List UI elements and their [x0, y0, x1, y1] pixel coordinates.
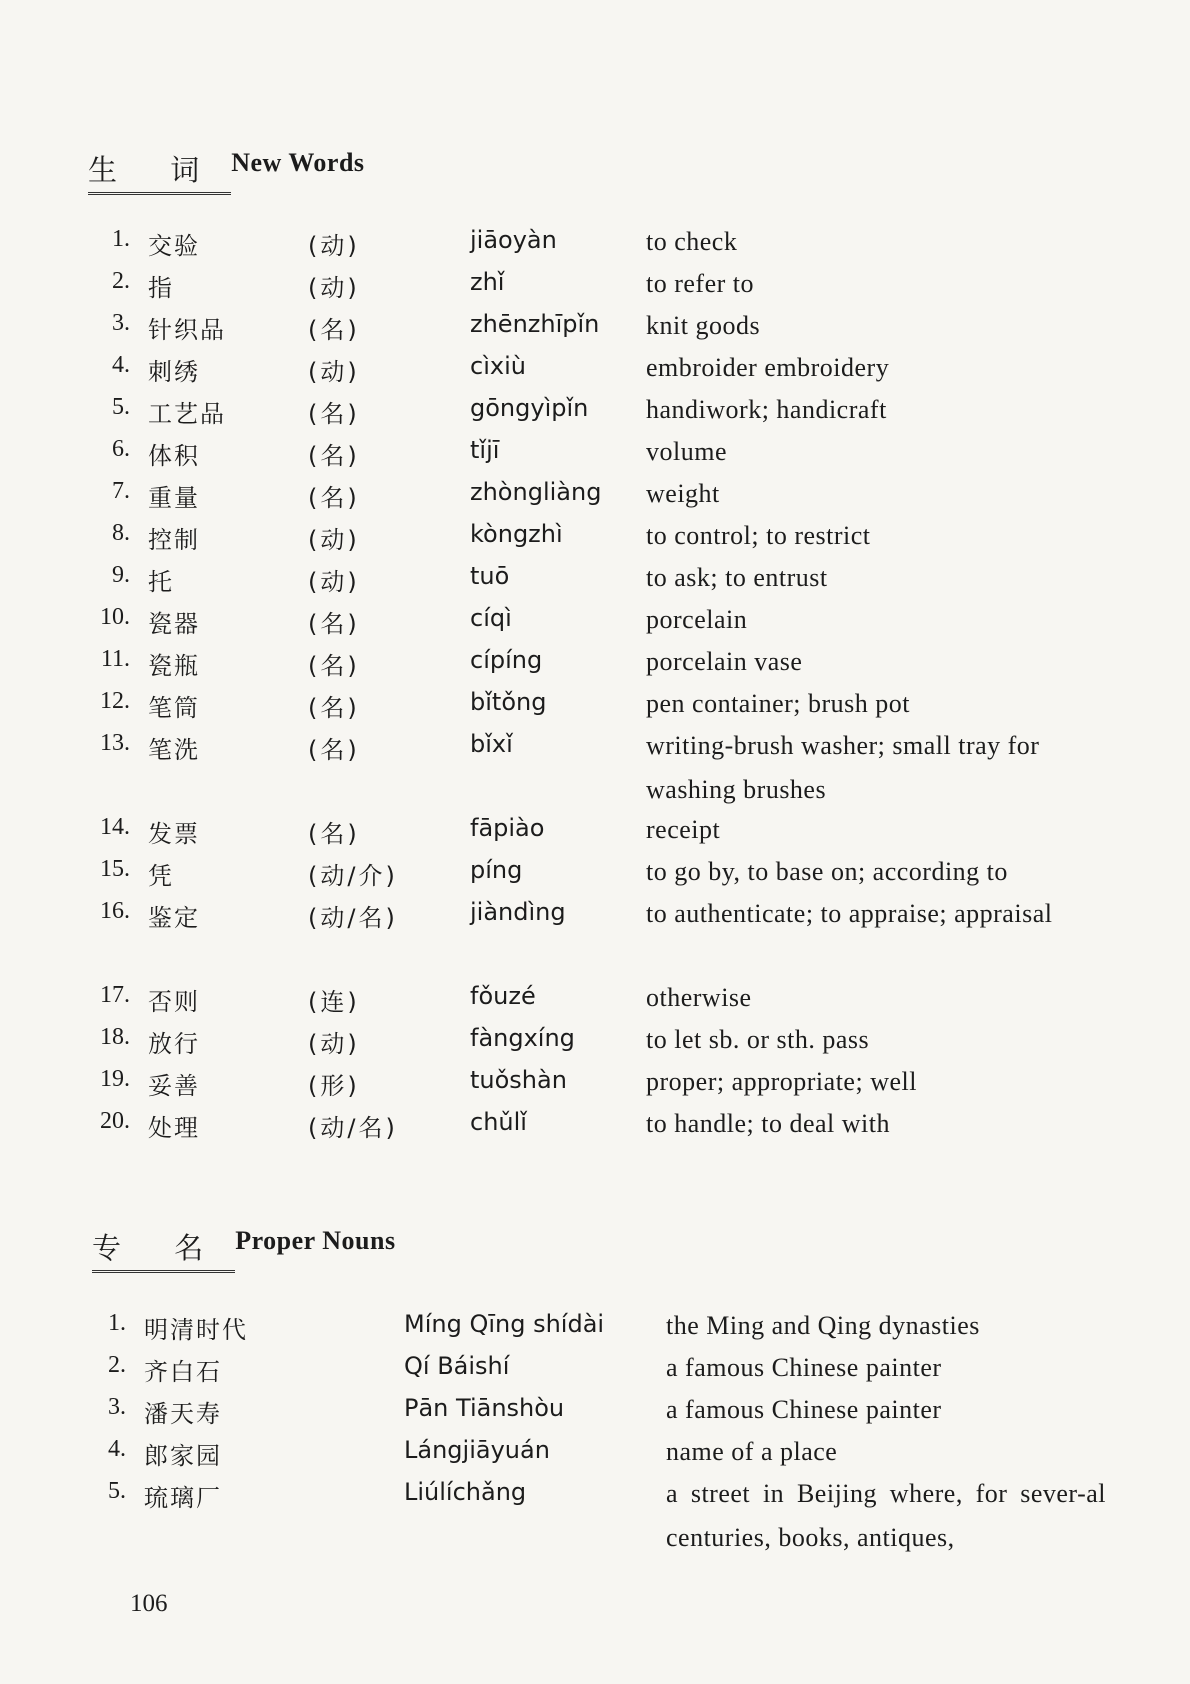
proper-noun-number: 3. — [108, 1394, 126, 1420]
vocab-meaning: weight — [646, 479, 720, 508]
proper-noun-pinyin: Liúlíchǎng — [404, 1478, 527, 1506]
vocab-hanzi: 瓷器 — [148, 610, 200, 638]
vocab-part-of-speech: (动/介) — [308, 862, 398, 890]
vocab-pinyin: bǐxǐ — [470, 730, 513, 758]
vocab-number: 16. — [100, 898, 130, 924]
vocab-part-of-speech: (动) — [308, 358, 360, 386]
proper-noun-meaning: a street in Beijing where, for sever-al centuries, books, antiques, — [666, 1479, 1106, 1552]
vocab-number: 14. — [100, 814, 130, 840]
proper-noun-pinyin: Lángjiāyuán — [404, 1436, 550, 1464]
page-number: 106 — [130, 1590, 168, 1617]
vocab-number: 11. — [100, 646, 130, 672]
vocab-pinyin: tuō — [470, 562, 510, 590]
vocab-meaning: porcelain — [646, 605, 748, 634]
vocab-number: 6. — [112, 436, 130, 462]
vocab-pinyin: bǐtǒng — [470, 688, 547, 716]
vocab-number: 5. — [112, 394, 130, 420]
vocab-pinyin: zhòngliàng — [470, 478, 602, 506]
vocab-hanzi: 鉴定 — [148, 904, 200, 932]
vocab-meaning: to check — [646, 227, 738, 256]
vocab-hanzi: 交验 — [148, 232, 200, 260]
vocab-pinyin: gōngyìpǐn — [470, 394, 589, 422]
vocab-hanzi: 针织品 — [148, 316, 226, 344]
vocab-hanzi: 妥善 — [148, 1072, 200, 1100]
vocab-pinyin: cípíng — [470, 646, 543, 674]
proper-nouns-heading-zh: 专 名 — [92, 1231, 226, 1265]
vocab-meaning: to go by, to base on; according to — [646, 857, 1008, 886]
vocab-part-of-speech: (名) — [308, 652, 360, 680]
vocab-pinyin: cíqì — [470, 604, 512, 632]
vocab-pinyin: jiāoyàn — [470, 226, 557, 254]
vocab-part-of-speech: (形) — [308, 1072, 360, 1100]
vocab-hanzi: 放行 — [148, 1030, 200, 1058]
vocab-part-of-speech: (动) — [308, 568, 360, 596]
proper-noun-meaning: name of a place — [666, 1437, 838, 1466]
proper-nouns-heading-en: Proper Nouns — [235, 1226, 396, 1255]
vocab-meaning: to ask; to entrust — [646, 563, 828, 592]
vocab-hanzi: 指 — [148, 274, 174, 302]
vocab-part-of-speech: (名) — [308, 610, 360, 638]
vocab-part-of-speech: (名) — [308, 316, 360, 344]
vocab-hanzi: 发票 — [148, 820, 200, 848]
vocab-hanzi: 重量 — [148, 484, 200, 512]
vocab-pinyin: píng — [470, 856, 523, 884]
vocab-pinyin: chǔlǐ — [470, 1108, 527, 1136]
vocab-part-of-speech: (名) — [308, 400, 360, 428]
proper-nouns-heading — [92, 1226, 396, 1273]
vocab-pinyin: fǒuzé — [470, 982, 536, 1010]
vocab-part-of-speech: (名) — [308, 484, 360, 512]
vocab-number: 4. — [112, 352, 130, 378]
vocab-meaning: to control; to restrict — [646, 521, 871, 550]
vocab-meaning: to handle; to deal with — [646, 1109, 891, 1138]
vocab-hanzi: 刺绣 — [148, 358, 200, 386]
vocab-hanzi: 体积 — [148, 442, 200, 470]
vocab-meaning: to authenticate; to appraise; appraisal — [646, 899, 1053, 928]
vocab-meaning: to let sb. or sth. pass — [646, 1025, 870, 1054]
vocab-meaning: handiwork; handicraft — [646, 395, 887, 424]
vocab-pinyin: cìxiù — [470, 352, 526, 380]
vocab-meaning: pen container; brush pot — [646, 689, 910, 718]
vocab-number: 10. — [100, 604, 130, 630]
vocab-hanzi: 瓷瓶 — [148, 652, 200, 680]
proper-noun-hanzi: 齐白石 — [144, 1358, 222, 1386]
new-words-heading-en: New Words — [231, 148, 365, 177]
vocab-part-of-speech: (动) — [308, 526, 360, 554]
vocab-number: 18. — [100, 1024, 130, 1050]
vocab-number: 9. — [112, 562, 130, 588]
vocab-hanzi: 控制 — [148, 526, 200, 554]
vocab-part-of-speech: (动) — [308, 232, 360, 260]
proper-noun-meaning: a famous Chinese painter — [666, 1395, 942, 1424]
vocab-hanzi: 否则 — [148, 988, 200, 1016]
proper-noun-pinyin: Pān Tiānshòu — [404, 1394, 565, 1422]
vocab-part-of-speech: (连) — [308, 988, 360, 1016]
proper-noun-meaning: a famous Chinese painter — [666, 1353, 942, 1382]
vocab-meaning: otherwise — [646, 983, 752, 1012]
vocab-pinyin: jiàndìng — [470, 898, 566, 926]
proper-noun-pinyin: Qí Báishí — [404, 1352, 510, 1380]
new-words-heading — [88, 148, 365, 195]
proper-noun-number: 1. — [108, 1310, 126, 1336]
vocab-meaning: receipt — [646, 815, 721, 844]
vocab-meaning: porcelain vase — [646, 647, 803, 676]
vocab-part-of-speech: (名) — [308, 820, 360, 848]
proper-noun-hanzi: 郎家园 — [144, 1442, 222, 1470]
vocab-meaning: proper; appropriate; well — [646, 1067, 917, 1096]
proper-noun-meaning: the Ming and Qing dynasties — [666, 1311, 980, 1340]
proper-noun-number: 5. — [108, 1478, 126, 1504]
vocab-number: 19. — [100, 1066, 130, 1092]
vocab-number: 17. — [100, 982, 130, 1008]
proper-noun-hanzi: 潘天寿 — [144, 1400, 222, 1428]
proper-noun-hanzi: 琉璃厂 — [144, 1484, 222, 1512]
proper-noun-hanzi: 明清时代 — [144, 1316, 248, 1344]
vocab-meaning: embroider embroidery — [646, 353, 890, 382]
vocab-part-of-speech: (名) — [308, 736, 360, 764]
new-words-heading-zh: 生 词 — [88, 153, 222, 187]
vocab-meaning: volume — [646, 437, 727, 466]
vocab-hanzi: 笔洗 — [148, 736, 200, 764]
vocab-part-of-speech: (动) — [308, 274, 360, 302]
vocab-number: 8. — [112, 520, 130, 546]
proper-noun-pinyin: Míng Qīng shídài — [404, 1310, 605, 1338]
vocab-pinyin: tǐjī — [470, 436, 500, 464]
vocab-pinyin: kòngzhì — [470, 520, 563, 548]
vocab-meaning: writing-brush washer; small tray for washing brushes — [646, 731, 1040, 804]
vocab-hanzi: 托 — [148, 568, 174, 596]
vocab-meaning: knit goods — [646, 311, 761, 340]
vocab-number: 3. — [112, 310, 130, 336]
vocab-number: 7. — [112, 478, 130, 504]
vocab-number: 15. — [100, 856, 130, 882]
proper-noun-number: 2. — [108, 1352, 126, 1378]
vocab-pinyin: fàngxíng — [470, 1024, 575, 1052]
vocab-pinyin: fāpiào — [470, 814, 545, 842]
vocab-number: 12. — [100, 688, 130, 714]
vocab-hanzi: 处理 — [148, 1114, 200, 1142]
vocab-number: 20. — [100, 1108, 130, 1134]
vocab-part-of-speech: (动/名) — [308, 904, 398, 932]
vocab-part-of-speech: (名) — [308, 694, 360, 722]
vocab-part-of-speech: (动) — [308, 1030, 360, 1058]
proper-noun-number: 4. — [108, 1436, 126, 1462]
vocab-hanzi: 笔筒 — [148, 694, 200, 722]
vocab-meaning: to refer to — [646, 269, 755, 298]
vocab-pinyin: zhēnzhīpǐn — [470, 310, 600, 338]
vocab-number: 2. — [112, 268, 130, 294]
vocab-part-of-speech: (名) — [308, 442, 360, 470]
vocab-pinyin: tuǒshàn — [470, 1066, 567, 1094]
vocab-part-of-speech: (动/名) — [308, 1114, 398, 1142]
vocab-hanzi: 工艺品 — [148, 400, 226, 428]
vocab-number: 13. — [100, 730, 130, 756]
vocab-number: 1. — [112, 226, 130, 252]
vocab-hanzi: 凭 — [148, 862, 174, 890]
vocab-pinyin: zhǐ — [470, 268, 505, 296]
